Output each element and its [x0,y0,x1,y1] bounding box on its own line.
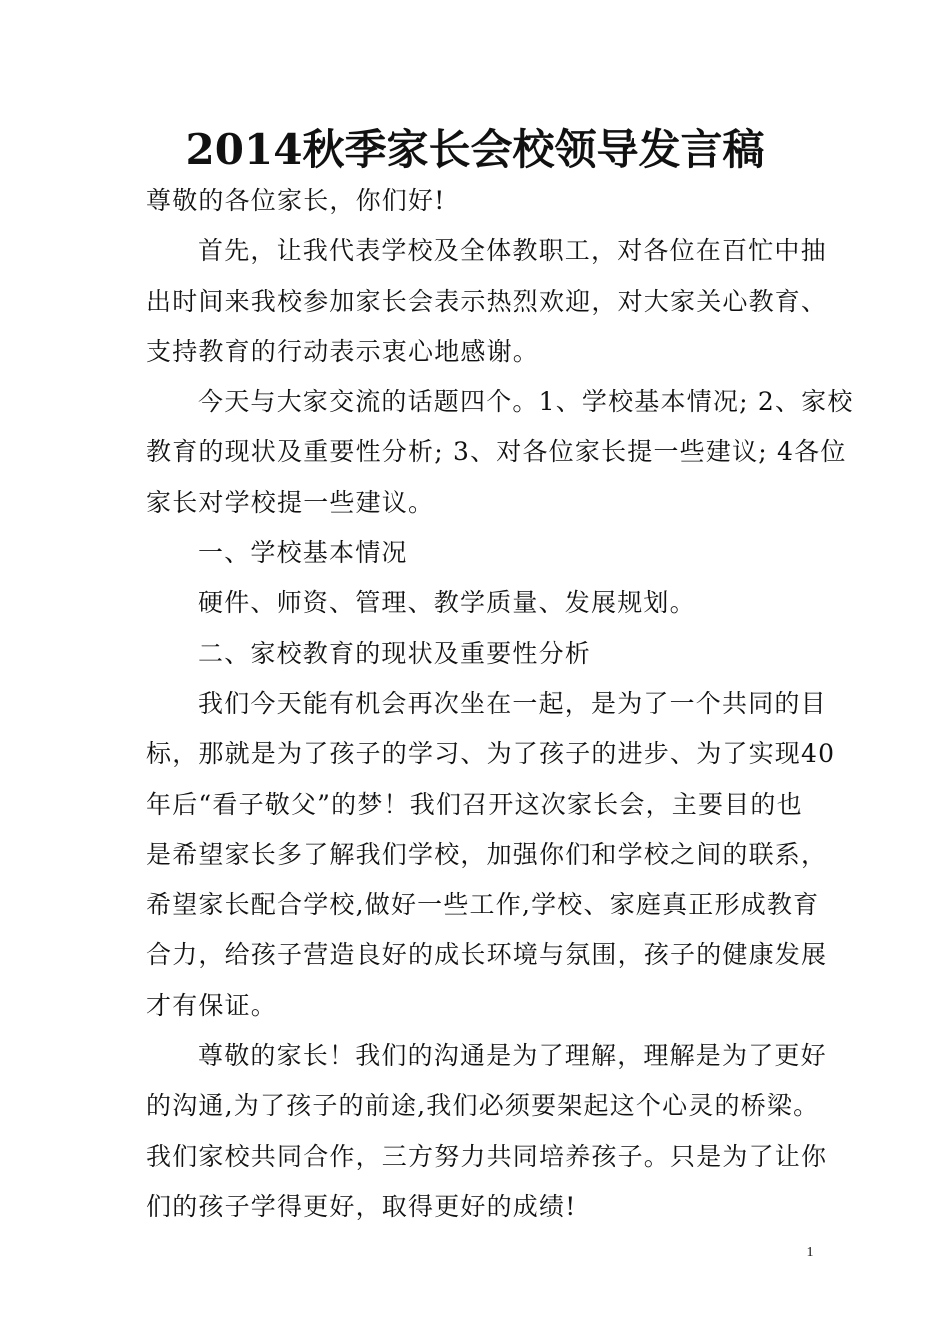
body-line: 们的孩子学得更好，取得更好的成绩! [146,1191,577,1221]
section-heading: 二、家校教育的现状及重要性分析 [198,638,592,668]
body-line: 年后“看子敬父”的梦！我们召开这次家长会，主要目的也 [146,789,803,819]
body-line: 硬件、师资、管理、教学质量、发展规划。 [198,588,696,618]
body-line: 尊敬的家长！我们的沟通是为了理解，理解是为了更好 [198,1041,827,1071]
section-heading: 一、学校基本情况 [198,538,408,568]
body-line: 才有保证。 [146,990,278,1020]
body-line: 出时间来我校参加家长会表示热烈欢迎，对大家关心教育、 [146,286,828,316]
body-line: 标，那就是为了孩子的学习、为了孩子的进步、为了实现40 [146,739,836,769]
body-line: 家长对学校提一些建议。 [146,487,435,517]
body-line: 我们今天能有机会再次坐在一起，是为了一个共同的目 [198,688,827,718]
body-line: 支持教育的行动表示衷心地感谢。 [146,336,540,366]
body-line: 我们家校共同合作，三方努力共同培养孩子。只是为了让你 [146,1141,828,1171]
body-line: 今天与大家交流的话题四个。1、学校基本情况; 2、家校 [198,387,854,417]
document-body [146,176,854,1232]
document-title: 2014秋季家长会校领导发言稿 [185,125,765,174]
body-line: 的沟通,为了孩子的前途,我们必须要架起这个心灵的桥梁。 [146,1091,820,1121]
body-line: 首先，让我代表学校及全体教职工，对各位在百忙中抽 [198,236,827,266]
body-line: 希望家长配合学校,做好一些工作,学校、家庭真正形成教育 [146,890,820,920]
body-line: 教育的现状及重要性分析; 3、对各位家长提一些建议; 4各位 [146,437,847,467]
page-number: 1 [806,1245,814,1260]
body-line: 尊敬的各位家长，你们好! [146,186,446,215]
body-line: 是希望家长多了解我们学校，加强你们和学校之间的联系， [146,839,828,869]
body-line: 合力，给孩子营造良好的成长环境与氛围，孩子的健康发展 [146,940,828,970]
